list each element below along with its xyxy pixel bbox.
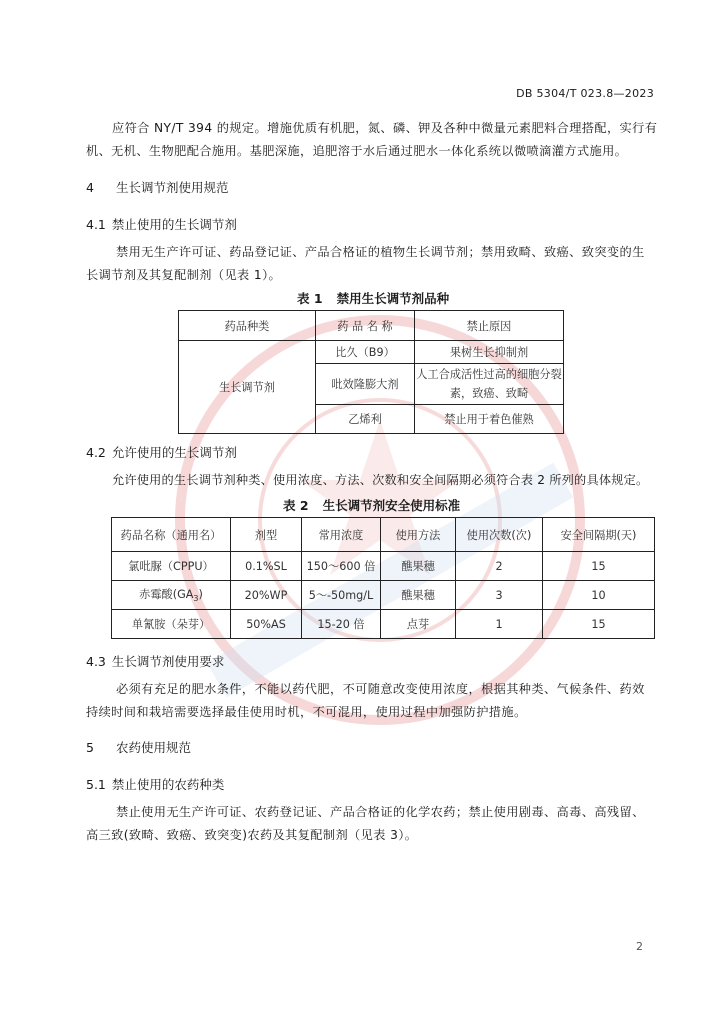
table-1-header-category: 药品种类 — [179, 311, 316, 341]
table-row — [112, 518, 655, 552]
section-4-3-number: 4.3 — [86, 654, 106, 669]
table-row — [112, 552, 655, 581]
table-2-cell-interval: 15 — [543, 552, 655, 581]
table-1-cell-name: 比久（B9） — [316, 341, 415, 364]
table-2-cell-interval: 15 — [543, 610, 655, 639]
table-1-cell-name: 乙烯利 — [316, 405, 415, 434]
table-2-cell-times: 3 — [456, 581, 543, 610]
section-4-3-line1: 必须有充足的肥水条件，不能以药代肥，不可随意改变使用浓度，根据其种类、气候条件、药效 — [116, 682, 645, 696]
table-2-cell-name — [112, 581, 231, 610]
table-1-header-name: 药 品 名 称 — [316, 311, 415, 341]
table-row — [179, 341, 564, 364]
table-2-caption — [283, 496, 460, 514]
table-2-cell-method: 点芽 — [381, 610, 456, 639]
table-1-title: 禁用生长调节剂品种 — [336, 291, 450, 306]
section-4-3-title: 生长调节剂使用要求 — [111, 654, 225, 669]
table-2 — [111, 517, 655, 639]
table-row — [112, 581, 655, 610]
document-code: DB 5304/T 023.8—2023 — [516, 87, 654, 100]
table-1-category-cell: 生长调节剂 — [179, 341, 316, 434]
page-number: 2 — [636, 940, 643, 953]
section-4-title: 生长调节剂使用规范 — [115, 180, 229, 195]
section-4-1-line1: 禁用无生产许可证、药品登记证、产品合格证的植物生长调节剂；禁用致畸、致癌、致突变的生 — [116, 245, 645, 259]
table-1-caption — [297, 289, 449, 307]
section-4-1-title: 禁止使用的生长调节剂 — [111, 217, 237, 232]
table-1-cell-reason — [415, 364, 564, 405]
section-4-heading — [86, 178, 228, 196]
table-2-cell-interval: 10 — [543, 581, 655, 610]
table-row — [179, 311, 564, 341]
section-4-2-line1: 允许使用的生长调节剂种类、使用浓度、方法、次数和安全间隔期必须符合表 2 所列的具体规定。 — [112, 473, 649, 487]
section-4-1-heading — [86, 215, 237, 233]
section-5-title: 农药使用规范 — [115, 740, 191, 755]
section-4-1-line2: 长调节剂及其复配制剂（见表 1）。 — [86, 268, 282, 282]
table-2-cell-times: 1 — [456, 610, 543, 639]
table-2-cell-concentration: 5～-50mg/L — [302, 581, 381, 610]
section-5-1-title: 禁止使用的农药种类 — [111, 777, 225, 792]
table-2-title: 生长调节剂安全使用标准 — [322, 498, 461, 513]
table-2-cell-form: 0.1%SL — [231, 552, 302, 581]
section-4-1-number: 4.1 — [86, 217, 106, 232]
table-2-header-method: 使用方法 — [381, 518, 456, 552]
table-1-cell-reason-line2: 素，致癌、致畸 — [449, 387, 529, 400]
section-5-1-number: 5.1 — [86, 777, 106, 792]
table-2-cell-name: 单氰胺（朵芽） — [112, 610, 231, 639]
section-5-1-line2: 高三致(致畸、致癌、致突变)农药及其复配制剂（见表 3）。 — [86, 828, 418, 842]
section-5-1-heading — [86, 775, 224, 793]
table-2-number: 表 2 — [283, 498, 309, 513]
section-4-3-line2: 持续时间和栽培需要选择最佳使用时机，不可混用，使用过程中加强防护措施。 — [86, 705, 527, 719]
table-2-cell-concentration: 150～600 倍 — [302, 552, 381, 581]
table-2-header-name: 药品名称（通用名） — [112, 518, 231, 552]
section-4-2-heading — [86, 443, 237, 461]
table-2-cell-name-end: ) — [198, 588, 203, 602]
intro-paragraph-line2: 机、无机、生物肥配合施用。基肥深施，追肥溶于水后通过肥水一体化系统以微喷滴灌方式施用。 — [86, 144, 628, 158]
table-1-cell-name: 吡效隆膨大剂 — [316, 364, 415, 405]
table-2-header-interval: 安全间隔期(天) — [543, 518, 655, 552]
table-2-header-times: 使用次数(次) — [456, 518, 543, 552]
table-2-cell-form: 50%AS — [231, 610, 302, 639]
table-2-cell-times: 2 — [456, 552, 543, 581]
table-row — [112, 610, 655, 639]
table-2-cell-name-subscript: 3 — [193, 594, 199, 604]
table-1-cell-reason: 禁止用于着色催熟 — [415, 405, 564, 434]
section-4-2-title: 允许使用的生长调节剂 — [111, 445, 237, 460]
table-2-cell-concentration: 15-20 倍 — [302, 610, 381, 639]
table-1-number: 表 1 — [297, 291, 323, 306]
table-1-cell-reason-line1: 人工合成活性过高的细胞分裂 — [416, 368, 562, 381]
section-4-2-number: 4.2 — [86, 445, 106, 460]
section-5-1-line1: 禁止使用无生产许可证、农药登记证、产品合格证的化学农药；禁止使用剧毒、高毒、高残留、 — [116, 805, 645, 819]
section-4-3-heading — [86, 652, 224, 670]
table-2-header-concentration: 常用浓度 — [302, 518, 381, 552]
table-1-cell-reason: 果树生长抑制剂 — [415, 341, 564, 364]
table-2-header-form: 剂型 — [231, 518, 302, 552]
table-2-cell-name: 氯吡脲（CPPU） — [112, 552, 231, 581]
table-2-cell-form: 20%WP — [231, 581, 302, 610]
intro-paragraph-line1: 应符合 NY/T 394 的规定。增施优质有机肥，氮、磷、钾及各种中微量元素肥料合理搭配，实行有 — [112, 121, 658, 135]
section-5-number: 5 — [86, 740, 94, 755]
table-1 — [178, 310, 564, 434]
section-4-number: 4 — [86, 180, 94, 195]
table-2-cell-method: 醮果穗 — [381, 581, 456, 610]
table-2-cell-method: 醮果穗 — [381, 552, 456, 581]
table-1-header-reason: 禁止原因 — [415, 311, 564, 341]
section-5-heading — [86, 738, 191, 756]
table-2-cell-name-main: 赤霉酸(GA — [139, 588, 194, 602]
